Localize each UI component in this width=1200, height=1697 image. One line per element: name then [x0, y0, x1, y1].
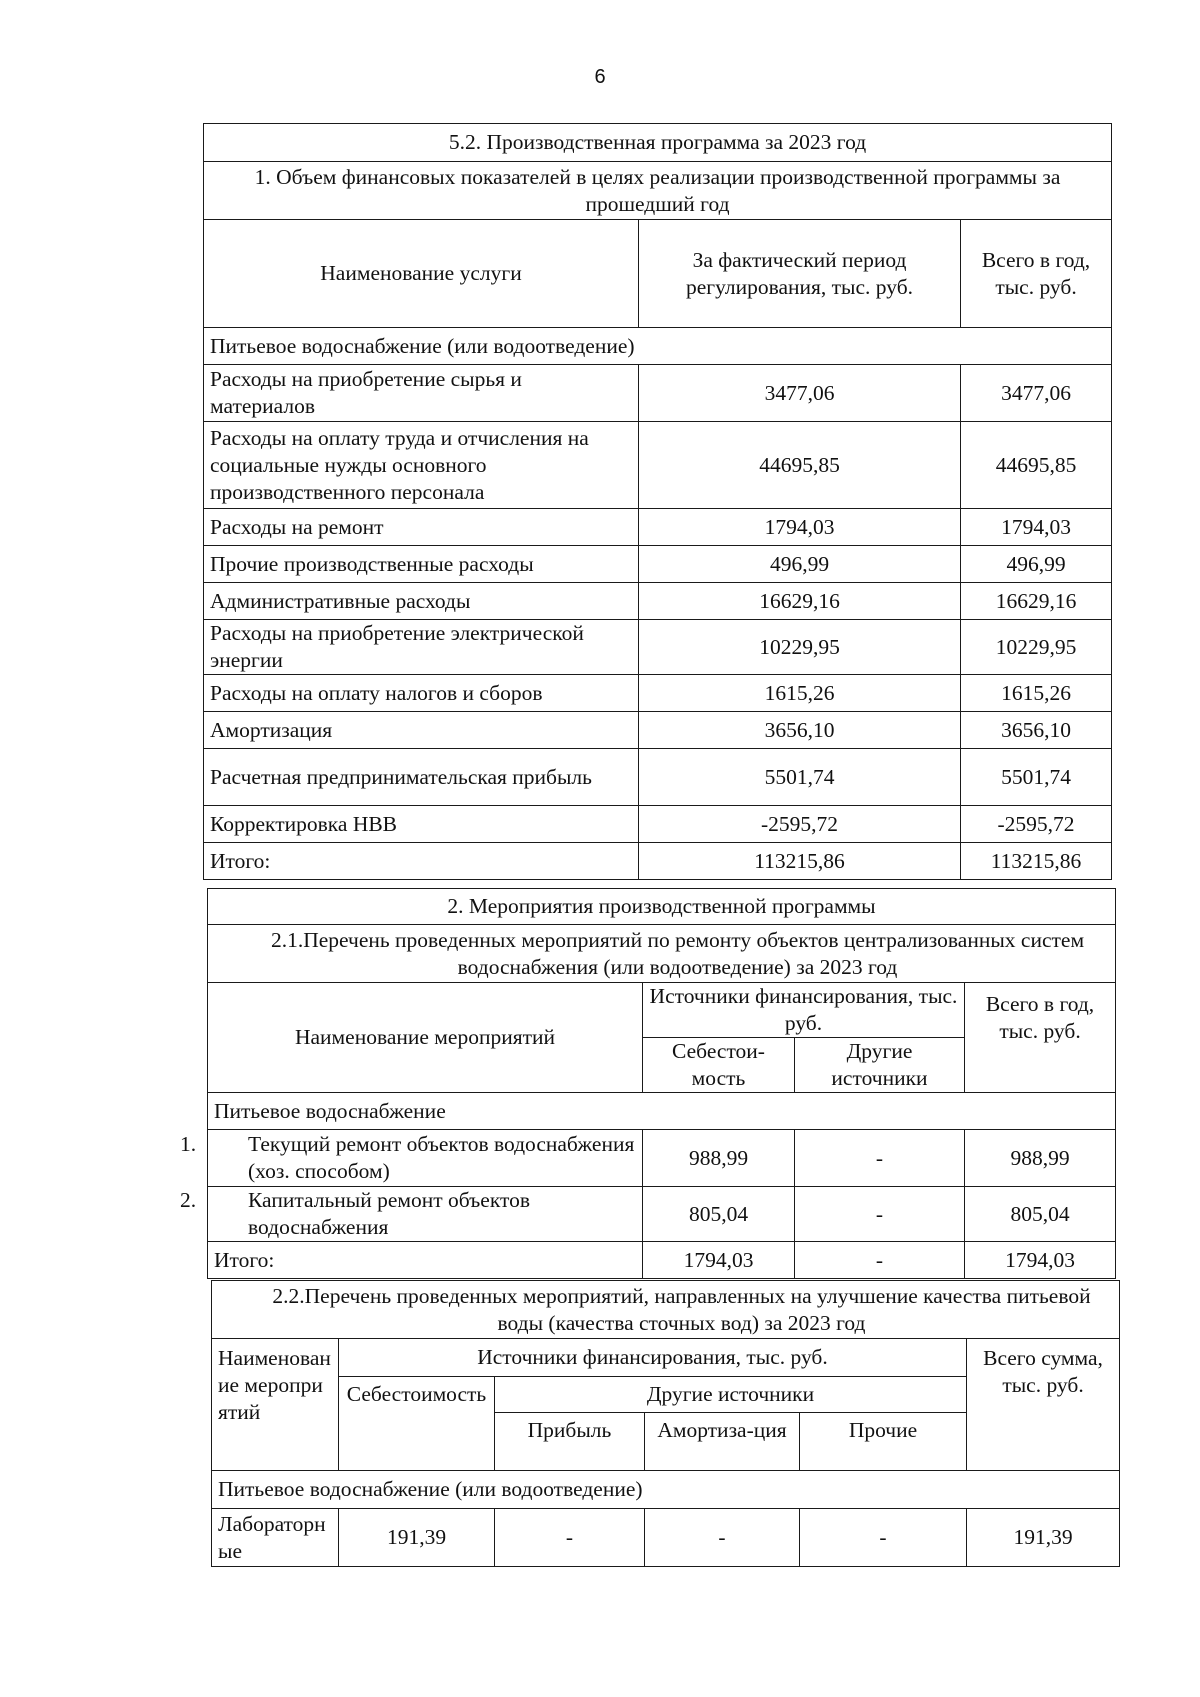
table-row [204, 806, 1112, 843]
row-amortization: - [645, 1509, 800, 1567]
row-name: Корректировка НВВ [204, 806, 639, 843]
header-cost: Себестои-мость [643, 1038, 795, 1093]
table-row [204, 365, 1112, 422]
header-activity-name: Наименование мероприятий [208, 983, 643, 1093]
header-amortization: Амортиза-ция [645, 1413, 800, 1471]
header-funding-sources: Источники финансирования, тыс. руб. [643, 983, 965, 1038]
header-funding-sources: Источники финансирования, тыс. руб. [339, 1339, 967, 1377]
header-other-sources: Другие источники [795, 1038, 965, 1093]
header-service-name: Наименование услуги [204, 220, 639, 328]
table-row-total [208, 1242, 1116, 1279]
row-actual: 3477,06 [639, 365, 961, 422]
table-row [204, 675, 1112, 712]
table-row [208, 1187, 1116, 1242]
section-subtitle: 1. Объем финансовых показателей в целях реализации производственной программы за прошедший год [204, 162, 1112, 220]
header-cost: Себестоимость [339, 1377, 495, 1471]
row-cost: 1794,03 [643, 1242, 795, 1279]
row-actual: 3656,10 [639, 712, 961, 749]
table-row [204, 749, 1112, 806]
row-actual: 5501,74 [639, 749, 961, 806]
row-number: 1. [180, 1132, 197, 1156]
row-actual: 113215,86 [639, 843, 961, 880]
row-total: 805,04 [965, 1187, 1116, 1242]
row-name [180, 1130, 643, 1187]
row-name: Расходы на приобретение сырья и материалов [204, 365, 639, 422]
group-label: Питьевое водоснабжение [208, 1093, 1116, 1130]
header-total-year: Всего в год, тыс. руб. [961, 220, 1112, 328]
group-label: Питьевое водоснабжение (или водоотведение) [212, 1471, 1120, 1509]
row-name: Итого: [208, 1242, 643, 1279]
page-number: 6 [594, 66, 606, 88]
table-row [204, 546, 1112, 583]
row-total: 1794,03 [965, 1242, 1116, 1279]
row-cost: 988,99 [643, 1130, 795, 1187]
row-name: Амортизация [204, 712, 639, 749]
row-name: Расходы на ремонт [204, 509, 639, 546]
row-actual: 1794,03 [639, 509, 961, 546]
table-row [204, 620, 1112, 675]
header-misc: Прочие [800, 1413, 967, 1471]
row-total: 10229,95 [961, 620, 1112, 675]
row-total: 3477,06 [961, 365, 1112, 422]
financial-indicators-table [203, 123, 1112, 880]
group-label: Питьевое водоснабжение (или водоотведение) [204, 328, 1112, 365]
row-total: 496,99 [961, 546, 1112, 583]
row-label: Текущий ремонт объектов водоснабжения (хоз. способом) [248, 1132, 635, 1183]
row-name: Расходы на оплату налогов и сборов [204, 675, 639, 712]
table-row [204, 583, 1112, 620]
row-actual: 1615,26 [639, 675, 961, 712]
row-cost: 191,39 [339, 1509, 495, 1567]
header-total-sum: Всего сумма, тыс. руб. [967, 1339, 1120, 1471]
row-name [180, 1187, 643, 1242]
row-name: Прочие производственные расходы [204, 546, 639, 583]
row-name: Итого: [204, 843, 639, 880]
row-total: 5501,74 [961, 749, 1112, 806]
section2-subtitle: 2.1.Перечень проведенных мероприятий по ремонту объектов централизованных систем водоснабжения (или водоотведение) за 2023 год [208, 925, 1116, 983]
table-row-total [204, 843, 1112, 880]
table-row [208, 1130, 1116, 1187]
section2-title: 2. Мероприятия производственной программы [208, 889, 1116, 925]
row-other: - [795, 1242, 965, 1279]
row-other: - [795, 1187, 965, 1242]
section3-subtitle: 2.2.Перечень проведенных мероприятий, направленных на улучшение качества питьевой воды (качества сточных вод) за 2023 год [212, 1281, 1120, 1339]
row-name: Расчетная предпринимательская прибыль [204, 749, 639, 806]
row-total: 988,99 [965, 1130, 1116, 1187]
table-row [204, 509, 1112, 546]
row-name: Лабораторные [212, 1509, 339, 1567]
row-name: Расходы на оплату труда и отчисления на социальные нужды основного производственного персонала [204, 422, 639, 509]
row-total: 16629,16 [961, 583, 1112, 620]
row-actual: 44695,85 [639, 422, 961, 509]
table-row [212, 1509, 1120, 1567]
row-cost: 805,04 [643, 1187, 795, 1242]
row-name: Расходы на приобретение электрической энергии [204, 620, 639, 675]
row-misc: - [800, 1509, 967, 1567]
row-total: 191,39 [967, 1509, 1120, 1567]
row-total: 113215,86 [961, 843, 1112, 880]
row-total: 3656,10 [961, 712, 1112, 749]
row-name: Административные расходы [204, 583, 639, 620]
table-row [204, 422, 1112, 509]
row-label: Капитальный ремонт объектов водоснабжения [248, 1188, 530, 1239]
row-profit: - [495, 1509, 645, 1567]
row-actual: 16629,16 [639, 583, 961, 620]
header-profit: Прибыль [495, 1413, 645, 1471]
row-actual: -2595,72 [639, 806, 961, 843]
header-activity-name: Наименование мероприятий [212, 1339, 339, 1471]
row-other: - [795, 1130, 965, 1187]
row-actual: 496,99 [639, 546, 961, 583]
section-title: 5.2. Производственная программа за 2023 год [204, 124, 1112, 162]
header-total-year: Всего в год, тыс. руб. [965, 983, 1116, 1093]
row-total: 1615,26 [961, 675, 1112, 712]
water-quality-activities-table [211, 1280, 1120, 1567]
header-other-sources: Другие источники [495, 1377, 967, 1413]
table-row [204, 712, 1112, 749]
row-number: 2. [180, 1188, 197, 1212]
header-actual-period: За фактический период регулирования, тыс. руб. [639, 220, 961, 328]
row-total: 44695,85 [961, 422, 1112, 509]
repair-activities-table [180, 888, 1116, 1279]
row-total: -2595,72 [961, 806, 1112, 843]
row-actual: 10229,95 [639, 620, 961, 675]
row-total: 1794,03 [961, 509, 1112, 546]
